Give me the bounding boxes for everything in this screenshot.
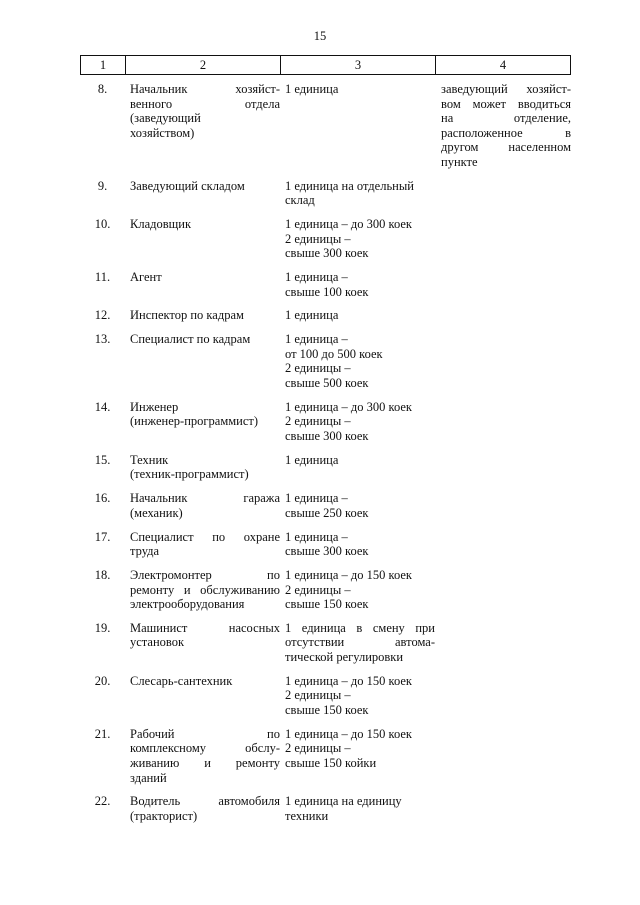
position-name <box>130 82 280 170</box>
table-row <box>80 400 571 444</box>
staff-quantity <box>285 400 435 444</box>
cell-line: (заведующий <box>130 111 201 126</box>
cell-line: заведующий хозяйст- <box>441 82 571 96</box>
table-row <box>80 491 571 520</box>
note <box>441 179 571 208</box>
table-body <box>80 82 571 833</box>
cell-line: хозяйством) <box>130 125 195 140</box>
staff-quantity <box>285 621 435 665</box>
cell-line: венного отдела <box>130 96 280 111</box>
cell-line: 1 единица – до 150 коек <box>285 567 412 582</box>
note <box>441 568 571 612</box>
row-number: 10. <box>94 217 111 232</box>
header-cell-2: 2 <box>126 56 281 74</box>
table-row <box>80 82 571 170</box>
cell-line: техники <box>285 808 329 823</box>
note <box>441 491 571 520</box>
cell-line: свыше 150 коек <box>285 597 369 612</box>
row-number: 21. <box>94 726 111 741</box>
cell-line: Заведующий складом <box>130 178 245 193</box>
cell-line: расположенное в <box>441 125 571 140</box>
staff-quantity <box>285 530 435 559</box>
cell-line: 1 единица – до 150 коек <box>285 673 412 688</box>
cell-line: Начальник гаража <box>130 491 280 506</box>
cell-line: Агент <box>130 270 162 285</box>
position-name <box>130 568 280 612</box>
position-name <box>130 491 280 520</box>
cell-line: свыше 150 коек <box>285 703 369 718</box>
cell-line: 1 единица – до 150 коек <box>285 726 412 741</box>
note <box>441 82 571 170</box>
table-row <box>80 217 571 261</box>
cell-line: Слесарь-сантехник <box>130 673 233 688</box>
cell-line: свыше 250 коек <box>285 505 369 520</box>
staff-quantity <box>285 453 435 482</box>
note <box>441 621 571 665</box>
position-name <box>130 794 280 823</box>
staff-quantity <box>285 794 435 823</box>
cell-line: (тракторист) <box>130 808 198 823</box>
staff-quantity <box>285 179 435 208</box>
note <box>441 727 571 785</box>
table-row <box>80 530 571 559</box>
position-name <box>130 727 280 785</box>
cell-line: вом может вводиться <box>441 96 571 111</box>
row-number: 12. <box>94 308 111 323</box>
table-row <box>80 621 571 665</box>
cell-line: от 100 до 500 коек <box>285 346 383 361</box>
cell-line: свыше 300 коек <box>285 544 369 559</box>
cell-line: пункте <box>441 154 478 169</box>
row-number: 16. <box>94 491 111 506</box>
cell-line: 2 единицы – <box>285 414 351 429</box>
position-name <box>130 453 280 482</box>
cell-line: (инженер-программист) <box>130 414 259 429</box>
row-number: 19. <box>94 620 111 635</box>
position-name <box>130 530 280 559</box>
cell-line: Техник <box>130 452 169 467</box>
cell-line: отсутствии автома- <box>285 635 435 650</box>
staff-quantity <box>285 491 435 520</box>
row-number: 11. <box>94 270 111 285</box>
cell-line: Электромонтер по <box>130 567 280 582</box>
cell-line: другом населенном <box>441 140 571 155</box>
position-name <box>130 308 280 323</box>
table-row <box>80 179 571 208</box>
cell-line: живанию и ремонту <box>130 756 280 770</box>
staff-quantity <box>285 332 435 390</box>
row-number: 17. <box>94 529 111 544</box>
cell-line: 1 единица на отдельный <box>285 178 414 193</box>
position-name <box>130 332 280 390</box>
note <box>441 530 571 559</box>
table-row <box>80 308 571 323</box>
cell-line: Кладовщик <box>130 217 192 232</box>
note <box>441 270 571 299</box>
cell-line: Водитель автомобиля <box>130 794 280 809</box>
cell-line: труда <box>130 544 160 559</box>
row-number: 8. <box>97 82 108 96</box>
position-name <box>130 179 280 208</box>
cell-line: Специалист по кадрам <box>130 332 251 347</box>
cell-line: свыше 300 коек <box>285 429 369 443</box>
header-cell-3: 3 <box>281 56 436 74</box>
staff-quantity <box>285 308 435 323</box>
cell-line: установок <box>130 635 185 650</box>
cell-line: (механик) <box>130 505 183 520</box>
cell-line: Инженер <box>130 399 179 414</box>
cell-line: свыше 100 коек <box>285 284 369 299</box>
note <box>441 674 571 718</box>
cell-line: 1 единица – <box>285 529 348 544</box>
cell-line: (техник-программист) <box>130 467 249 482</box>
row-number: 20. <box>94 673 111 688</box>
note <box>441 332 571 390</box>
staff-quantity <box>285 270 435 299</box>
table-row <box>80 674 571 718</box>
cell-line: 1 единица – до 300 коек <box>285 217 412 232</box>
cell-line: 2 единицы – <box>285 231 351 246</box>
cell-line: 2 единицы – <box>285 361 351 376</box>
staff-quantity <box>285 727 435 785</box>
page-number: 15 <box>313 29 327 43</box>
cell-line: 1 единица на единицу <box>285 794 402 809</box>
table-row <box>80 568 571 612</box>
header-cell-4: 4 <box>499 58 507 72</box>
position-name <box>130 400 280 444</box>
cell-line: 1 единица – до 300 коек <box>285 399 412 414</box>
cell-line: 1 единица в смену при <box>285 620 435 635</box>
cell-line: на отделение, <box>441 111 571 126</box>
cell-line: свыше 300 коек <box>285 246 369 261</box>
cell-line: Специалист по охране <box>130 529 280 544</box>
cell-line: склад <box>285 193 315 208</box>
row-number: 15. <box>94 452 111 467</box>
table-row <box>80 270 571 299</box>
cell-line: свыше 150 койки <box>285 756 377 770</box>
position-name <box>130 217 280 261</box>
cell-line: тической регулировки <box>285 650 404 665</box>
note <box>441 400 571 444</box>
header-cell-1: 1 <box>81 56 126 74</box>
position-name <box>130 270 280 299</box>
cell-line: ремонту и обслуживанию <box>130 582 280 597</box>
staff-quantity <box>285 82 435 170</box>
cell-line: комплексному обслу- <box>130 741 280 756</box>
position-name <box>130 674 280 718</box>
cell-line: зданий <box>130 770 167 785</box>
table-row <box>80 332 571 390</box>
cell-line: 1 единица – <box>285 332 348 347</box>
note <box>441 308 571 323</box>
cell-line: 1 единица – <box>285 491 348 506</box>
cell-line: Машинист насосных <box>130 620 280 635</box>
cell-line: 1 единица – <box>285 270 348 285</box>
cell-line: 1 единица <box>285 308 339 323</box>
row-number: 18. <box>94 567 111 582</box>
row-number: 13. <box>94 332 111 347</box>
cell-line: Инспектор по кадрам <box>130 308 244 323</box>
cell-line: Рабочий по <box>130 726 280 741</box>
table-header-row <box>80 55 571 75</box>
cell-line: 1 единица <box>285 82 339 96</box>
row-number: 9. <box>97 178 108 193</box>
table-row <box>80 794 571 823</box>
row-number: 14. <box>94 399 111 414</box>
cell-line: электрооборудования <box>130 597 245 612</box>
position-name <box>130 621 280 665</box>
staff-quantity <box>285 217 435 261</box>
note <box>441 217 571 261</box>
staff-quantity <box>285 568 435 612</box>
cell-line: 1 единица <box>285 452 339 467</box>
note <box>441 794 571 823</box>
cell-line: 2 единицы – <box>285 741 351 756</box>
table-row <box>80 453 571 482</box>
row-number: 22. <box>94 794 111 809</box>
staff-quantity <box>285 674 435 718</box>
table-row <box>80 727 571 785</box>
cell-line: 2 единицы – <box>285 582 351 597</box>
cell-line: Начальник хозяйст- <box>130 82 280 96</box>
cell-line: 2 единицы – <box>285 688 351 703</box>
note <box>441 453 571 482</box>
cell-line: свыше 500 коек <box>285 376 369 391</box>
